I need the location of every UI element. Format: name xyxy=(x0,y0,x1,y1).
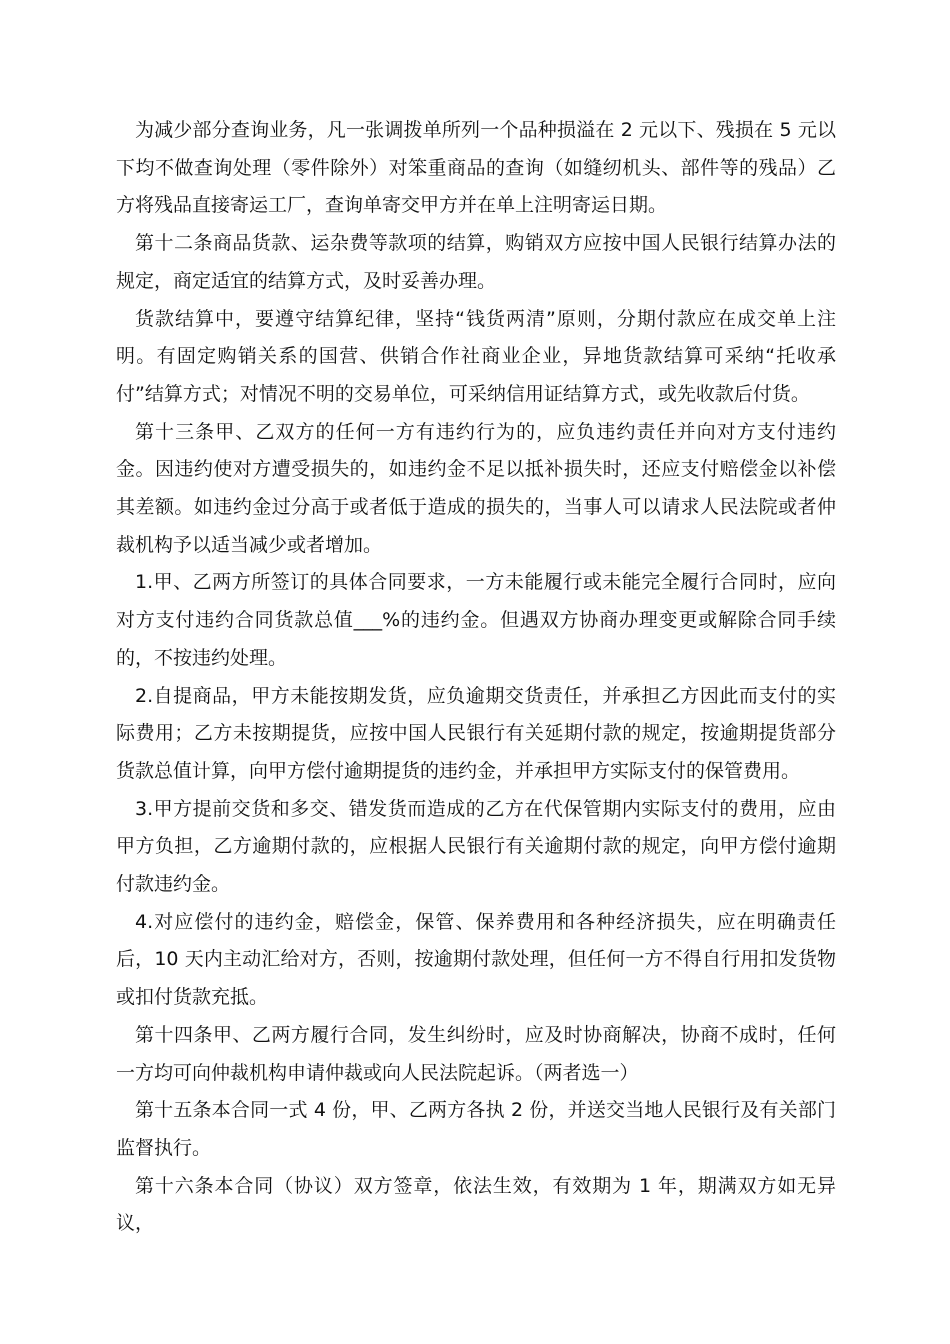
contract-body xyxy=(116,112,836,1243)
paragraph-article-16: 第十六条本合同（协议）双方签章，依法生效，有效期为 1 年，期满双方如无异议， xyxy=(116,1174,836,1235)
paragraph-article-13: 第十三条甲、乙双方的任何一方有违约行为的，应负违约责任并向对方支付违约金。因违约使对方遭受损失的，如违约金不足以抵补损失时，还应支付赔偿金以补偿其差额。如违约金过分高于或者低于造成的损失的，当事人可以请求人民法院或者仲裁机构予以适当减少或者增加。 xyxy=(116,420,836,556)
paragraph-article-15: 第十五条本合同一式 4 份，甲、乙两方各执 2 份，并送交当地人民银行及有关部门监督执行。 xyxy=(116,1099,836,1159)
paragraph-item-2: 2.自提商品，甲方未能按期发货，应负逾期交货责任，并承担乙方因此而支付的实际费用；乙方未按期提货，应按中国人民银行有关延期付款的规定，按逾期提货部分货款总值计算，向甲方偿付逾期提货的违约金，并承担甲方实际支付的保管费用。 xyxy=(116,684,836,782)
paragraph-payment-settlement: 货款结算中，要遵守结算纪律，坚持“钱货两清”原则，分期付款应在成交单上注明。有固定购销关系的国营、供销合作社商业企业，异地货款结算可采纳“托收承付”结算方式；对情况不明的交易单位，可采纳信用证结算方式，或先收款后付货。 xyxy=(116,307,836,405)
paragraph-article-14: 第十四条甲、乙两方履行合同，发生纠纷时，应及时协商解决，协商不成时，任何一方均可向仲裁机构申请仲裁或向人民法院起诉。（两者选一） xyxy=(116,1023,836,1084)
paragraph-article-12: 第十二条商品货款、运杂费等款项的结算，购销双方应按中国人民银行结算办法的规定，商定适宜的结算方式，及时妥善办理。 xyxy=(116,232,836,292)
paragraph-item-1: 1.甲、乙两方所签订的具体合同要求，一方未能履行或未能完全履行合同时，应向对方支付违约合同货款总值___%的违约金。但遇双方协商办理变更或解除合同手续的，不按违约处理。 xyxy=(116,571,836,669)
paragraph-item-3: 3.甲方提前交货和多交、错发货而造成的乙方在代保管期内实际支付的费用，应由甲方负担，乙方逾期付款的，应根据人民银行有关逾期付款的规定，向甲方偿付逾期付款违约金。 xyxy=(116,797,836,896)
paragraph-item-4: 4.对应偿付的违约金，赔偿金，保管、保养费用和各种经济损失，应在明确责任后，10 天内主动汇给对方，否则，按逾期付款处理，但任何一方不得自行用扣发货物或扣付货款充抵。 xyxy=(116,910,836,1009)
paragraph-inquiry-rules: 为减少部分查询业务，凡一张调拨单所列一个品种损溢在 2 元以下、残损在 5 元以下均不做查询处理（零件除外）对笨重商品的查询（如缝纫机头、部件等的残品）乙方将残品直接寄运工厂，查询单寄交甲方并在单上注明寄运日期。 xyxy=(116,119,836,217)
